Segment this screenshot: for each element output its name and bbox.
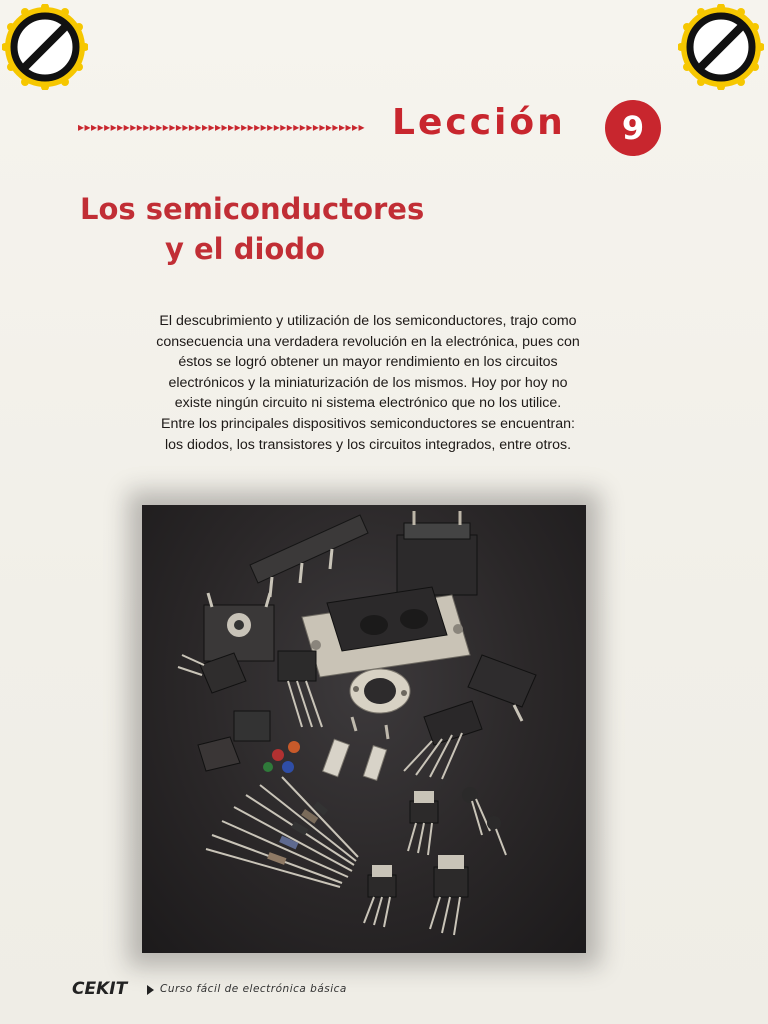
intro-line: Entre los principales dispositivos semiconductores se encuentran:	[160, 415, 575, 432]
right-module	[468, 655, 536, 721]
arrow-divider-icon: ▸▸▸▸▸▸▸▸▸▸▸▸▸▸▸▸▸▸▸▸▸▸▸▸▸▸▸▸▸▸▸▸▸▸▸▸▸▸▸▸▸▸▸▸	[78, 120, 366, 134]
to92-transistors	[462, 787, 506, 855]
intro-line: los diodos, los transistores y los circuitos integrados, entre otros.	[164, 436, 572, 453]
intro-paragraph	[128, 311, 608, 455]
no-entry-sign-icon	[2, 4, 88, 90]
bridge-rectifier-bar	[250, 515, 368, 597]
lesson-header	[78, 98, 678, 158]
semiconductors-photo	[142, 505, 586, 953]
intro-line: El descubrimiento y utilización de los semiconductores, trajo como	[159, 313, 577, 329]
course-name: Curso fácil de electrónica básica	[160, 983, 347, 995]
power-module	[397, 511, 477, 595]
intro-line: consecuencia una verdadera revolución en la electrónica, pues con	[156, 333, 580, 350]
stud-diodes	[323, 717, 388, 780]
to220-bottom	[364, 791, 468, 935]
intro-line: electrónicos y la miniaturización de los mismos. Hoy por hoy no	[168, 374, 568, 391]
intro-line: existe ningún circuito ni sistema electrónico que no los utilice.	[174, 395, 562, 412]
footer	[72, 979, 472, 1003]
lesson-label: Lección	[392, 102, 566, 143]
axial-diodes	[206, 777, 358, 887]
page-title-line-1: Los semiconductores	[80, 192, 425, 226]
heatsink-module	[302, 587, 470, 677]
sip-package	[404, 701, 482, 779]
brand-logo: CEKIT	[72, 979, 128, 999]
no-entry-sign-icon	[678, 4, 764, 90]
lesson-number-badge: 9	[605, 100, 661, 156]
square-bridge	[204, 593, 274, 661]
to3-metal-can	[350, 669, 410, 713]
to220-transistor	[278, 651, 322, 727]
components-illustration	[142, 505, 586, 953]
intro-line: éstos se logró obtener un mayor rendimiento en los circuitos	[178, 354, 558, 371]
page-title-line-2: y el diodo	[165, 232, 326, 266]
small-devices	[198, 711, 300, 773]
play-triangle-icon	[147, 985, 154, 995]
